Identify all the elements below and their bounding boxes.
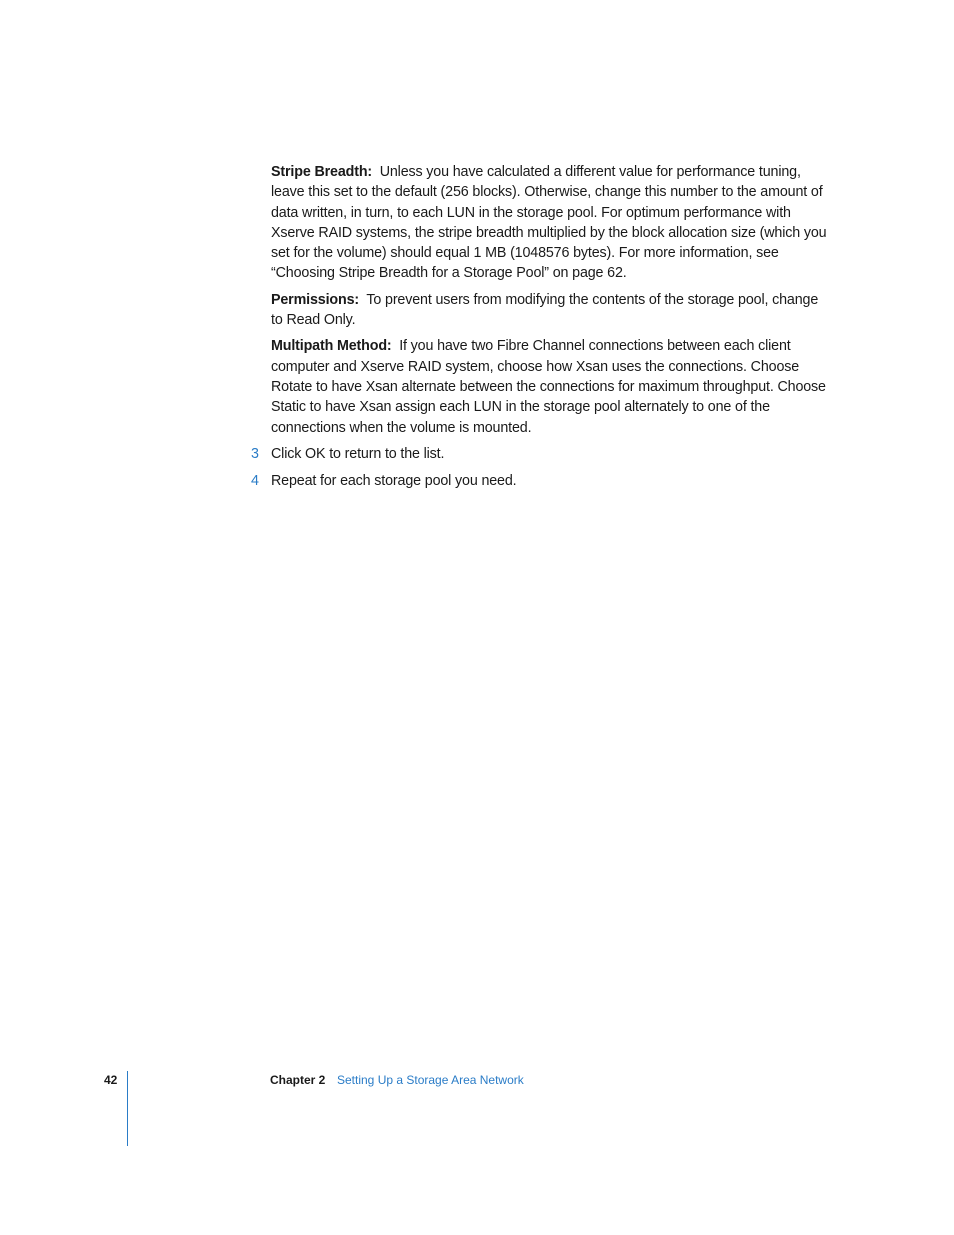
multipath-text: If you have two Fibre Channel connections between each client computer and Xserve RAID system, choose how Xsan uses the connections. Choose Rotate to have Xsan alternate between the connections for maximum throughput. Choose Static to have Xsan assign each LUN in the storage pool alternately to one of the connections when the volume is mounted. [271, 338, 826, 436]
permissions-paragraph [271, 290, 831, 331]
chapter-label: Chapter 2 [270, 1073, 326, 1087]
step-number: 4 [251, 473, 259, 490]
multipath-term: Multipath Method: [271, 338, 392, 355]
step-item [251, 444, 831, 464]
step-text: Repeat for each storage pool you need. [271, 473, 517, 490]
main-content [251, 162, 831, 498]
footer-divider [127, 1071, 128, 1146]
chapter-title-link[interactable]: Setting Up a Storage Area Network [337, 1073, 524, 1087]
multipath-paragraph [271, 336, 831, 437]
permissions-term: Permissions: [271, 291, 359, 308]
step-number: 3 [251, 445, 259, 462]
step-text: Click OK to return to the list. [271, 445, 445, 462]
page-number: 42 [104, 1073, 118, 1087]
stripe-breadth-text: Unless you have calculated a different value for performance tuning, leave this set to the default (256 blocks). Otherwise, change this number to the amount of data written, in turn, to each LUN in the storage pool. For optimum performance with Xserve RAID systems, the stripe breadth multiplied by the block allocation size (which you set for the volume) should equal 1 MB (1048576 bytes). For more information, see “Choosing Stripe Breadth for a Storage Pool” on page 62. [271, 164, 827, 282]
stripe-breadth-paragraph [271, 162, 831, 284]
step-item [251, 471, 831, 491]
stripe-breadth-term: Stripe Breadth: [271, 164, 373, 180]
permissions-text: To prevent users from modifying the contents of the storage pool, change to Read Only. [271, 291, 819, 329]
